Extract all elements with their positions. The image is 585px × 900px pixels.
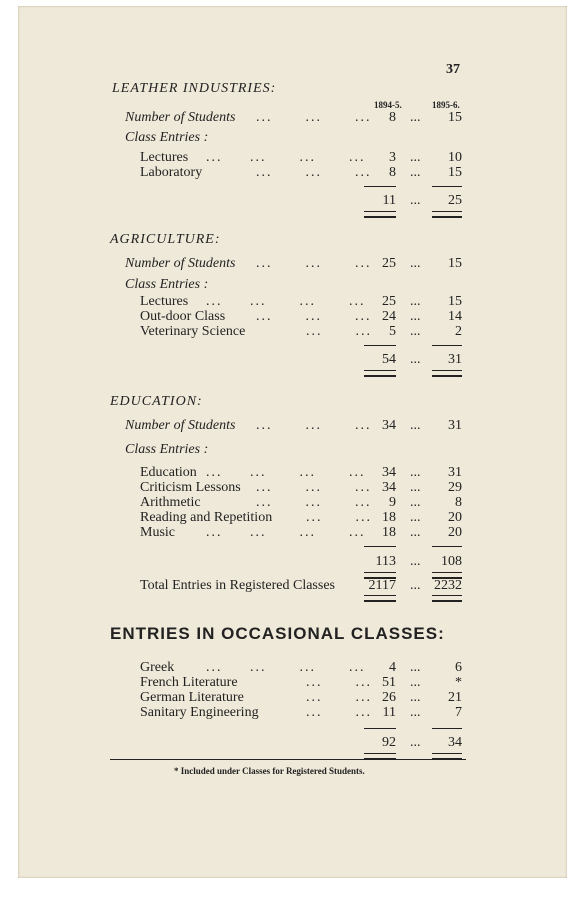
value-a: 34 — [382, 480, 396, 495]
section-title-agriculture: AGRICULTURE: — [110, 232, 221, 247]
leader-dots: ... ... ... — [256, 480, 372, 495]
leader-dots: ... — [410, 110, 421, 125]
value-a: 8 — [389, 110, 396, 125]
double-rule — [432, 595, 462, 602]
value-a: 18 — [382, 525, 396, 540]
leader-dots: ... ... ... ... — [206, 465, 366, 480]
leader-dots: ... — [410, 510, 421, 525]
row-label: Criticism Lessons — [140, 480, 241, 495]
double-rule — [364, 595, 396, 602]
book-page — [18, 6, 567, 878]
page-number: 37 — [446, 62, 460, 77]
total-b: 34 — [448, 735, 462, 750]
value-a: 3 — [389, 150, 396, 165]
total-b: 25 — [448, 193, 462, 208]
sum-rule — [364, 728, 396, 729]
value-a: 25 — [382, 256, 396, 271]
leader-dots: ... — [410, 465, 421, 480]
year-header-1: 1894-5. — [374, 100, 402, 110]
row-label: Out-door Class — [140, 309, 226, 324]
value-b: 20 — [448, 525, 462, 540]
footnote: * Included under Classes for Registered Students. — [174, 766, 365, 776]
sum-rule — [432, 546, 462, 547]
total-b: 31 — [448, 352, 462, 367]
leader-dots: ... ... ... — [256, 165, 372, 180]
section-title-education: EDUCATION: — [110, 394, 203, 409]
value-b: 31 — [448, 465, 462, 480]
value-b: 14 — [448, 309, 462, 324]
leader-dots: ... — [410, 150, 421, 165]
leader-dots: ... ... ... ... — [206, 294, 366, 309]
value-b: 15 — [448, 165, 462, 180]
row-label: Lectures — [140, 294, 189, 309]
leader-dots: ... — [410, 735, 421, 750]
leader-dots: ... — [410, 705, 421, 720]
leader-dots: ... — [410, 324, 421, 339]
leader-dots: ... — [410, 193, 421, 208]
leader-dots: ... ... ... — [256, 110, 372, 125]
value-a: 5 — [389, 324, 396, 339]
value-a: 34 — [382, 418, 396, 433]
occasional-heading: ENTRIES IN OCCASIONAL CLASSES: — [110, 624, 445, 643]
leader-dots: ... — [410, 418, 421, 433]
value-b: 31 — [448, 418, 462, 433]
leader-dots: ... ... — [306, 705, 372, 720]
row-label: Education — [140, 465, 197, 480]
leader-dots: ... — [410, 690, 421, 705]
value-a: 51 — [382, 675, 396, 690]
double-rule — [432, 211, 462, 218]
value-a: 34 — [382, 465, 396, 480]
double-rule — [364, 370, 396, 377]
value-b: 7 — [455, 705, 462, 720]
value-b: 8 — [455, 495, 462, 510]
row-label: French Literature — [140, 675, 238, 690]
leader-dots: ... ... — [306, 690, 372, 705]
value-a: 9 — [389, 495, 396, 510]
footnote-rule — [110, 759, 466, 760]
row-label: Greek — [140, 660, 175, 675]
leader-dots: ... ... ... — [256, 309, 372, 324]
value-b: 29 — [448, 480, 462, 495]
value-b: 6 — [455, 660, 462, 675]
class-entries-label: Class Entries : — [125, 442, 209, 457]
leader-dots: ... — [410, 480, 421, 495]
leader-dots: ... — [410, 352, 421, 367]
row-label: Laboratory — [140, 165, 203, 180]
value-a: 4 — [389, 660, 396, 675]
row-label: Arithmetic — [140, 495, 201, 510]
row-label: Music — [140, 525, 175, 540]
students-label: Number of Students — [125, 256, 236, 271]
value-a: 11 — [382, 705, 396, 720]
value-a: 18 — [382, 510, 396, 525]
leader-dots: ... — [410, 309, 421, 324]
leader-dots: ... ... — [306, 675, 372, 690]
leader-dots: ... ... ... — [256, 495, 372, 510]
leader-dots: ... ... ... ... — [206, 150, 366, 165]
row-label: Lectures — [140, 150, 189, 165]
leader-dots: ... — [410, 165, 421, 180]
value-b: 2 — [455, 324, 462, 339]
students-label: Number of Students — [125, 110, 236, 125]
grand-total-label: Total Entries in Registered Classes — [140, 578, 335, 593]
class-entries-label: Class Entries : — [125, 130, 209, 145]
leader-dots: ... — [410, 525, 421, 540]
total-a: 11 — [382, 193, 396, 208]
grand-total-a: 2117 — [368, 578, 396, 593]
class-entries-label: Class Entries : — [125, 277, 209, 292]
total-a: 54 — [382, 352, 396, 367]
value-b: 20 — [448, 510, 462, 525]
leader-dots: ... — [410, 495, 421, 510]
row-label: Sanitary Engineering — [140, 705, 259, 720]
total-a: 92 — [382, 735, 396, 750]
students-label: Number of Students — [125, 418, 236, 433]
leader-dots: ... — [410, 578, 421, 593]
leader-dots: ... — [410, 660, 421, 675]
value-a: 25 — [382, 294, 396, 309]
leader-dots: ... — [410, 294, 421, 309]
value-b: 10 — [448, 150, 462, 165]
leader-dots: ... — [410, 554, 421, 569]
leader-dots: ... ... ... — [256, 418, 372, 433]
sum-rule — [364, 345, 396, 346]
leader-dots: ... ... — [306, 324, 372, 339]
leader-dots: ... ... ... ... — [206, 525, 366, 540]
value-a: 26 — [382, 690, 396, 705]
leader-dots: ... — [410, 675, 421, 690]
grand-total-b: 2232 — [434, 578, 462, 593]
total-a: 113 — [375, 554, 396, 569]
value-b: 15 — [448, 294, 462, 309]
sum-rule — [364, 186, 396, 187]
value-b: 15 — [448, 256, 462, 271]
sum-rule — [432, 186, 462, 187]
sum-rule — [432, 728, 462, 729]
double-rule — [364, 211, 396, 218]
leader-dots: ... — [410, 256, 421, 271]
value-b: 21 — [448, 690, 462, 705]
sum-rule — [364, 546, 396, 547]
value-a: 24 — [382, 309, 396, 324]
row-label: Veterinary Science — [140, 324, 246, 339]
leader-dots: ... ... ... ... — [206, 660, 366, 675]
row-label: German Literature — [140, 690, 244, 705]
value-a: 8 — [389, 165, 396, 180]
sum-rule — [432, 345, 462, 346]
value-b: 15 — [448, 110, 462, 125]
section-title-leather: LEATHER INDUSTRIES: — [112, 81, 277, 96]
row-label: Reading and Repetition — [140, 510, 273, 525]
year-header-2: 1895-6. — [432, 100, 460, 110]
leader-dots: ... ... ... — [256, 256, 372, 271]
value-b: * — [455, 675, 462, 690]
leader-dots: ... ... — [306, 510, 372, 525]
double-rule — [432, 370, 462, 377]
total-b: 108 — [441, 554, 462, 569]
